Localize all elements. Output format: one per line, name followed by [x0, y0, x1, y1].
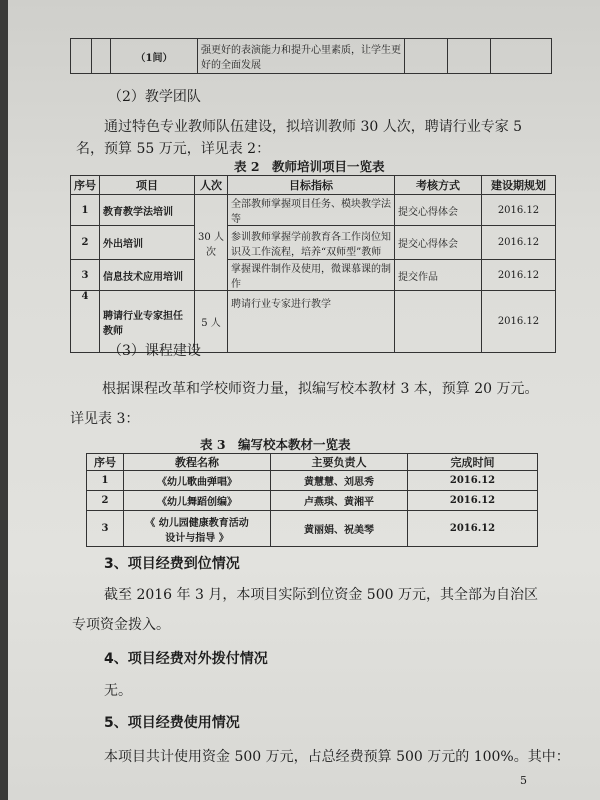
- header-cell: 主要负责人: [271, 454, 408, 471]
- textbook-table: [86, 453, 538, 547]
- teacher-training-table: [70, 175, 556, 353]
- section-3-heading: （3）课程建设: [108, 343, 201, 359]
- header-cell: 序号: [87, 454, 124, 471]
- paragraph-2-line-2: 详见表 3：: [70, 411, 140, 427]
- continued-table: [70, 38, 552, 74]
- table-2-caption: 表 2 教师培训项目一览表: [234, 159, 385, 174]
- header-cell: 目标指标: [228, 176, 395, 195]
- heading-5: 5、项目经费使用情况: [104, 715, 240, 731]
- table-row: 4 聘请行业专家担任教师 5 人 聘请行业专家进行教学 2016.12: [71, 291, 556, 353]
- header-cell: 完成时间: [408, 454, 538, 471]
- paragraph-5: 本项目共计使用资金 500 万元，占总经费预算 500 万元的 100%。其中：: [104, 749, 570, 765]
- continued-table-cell: （1间）: [111, 39, 198, 74]
- paragraph-4: 无。: [104, 683, 132, 699]
- header-cell: 教程名称: [124, 454, 271, 471]
- page-number: 5: [520, 774, 527, 787]
- paragraph-1-line-1: 通过特色专业教师队伍建设，拟培训教师 30 人次，聘请行业专家 5: [104, 119, 523, 135]
- table-header-row: [87, 454, 538, 471]
- table-row: 2 外出培训 参训教师掌握学前教育各工作岗位知识及工作流程，培养“双师型”教师 提交心得体会 2016.12: [71, 226, 556, 260]
- header-cell: 考核方式: [395, 176, 482, 195]
- table-3-caption: 表 3 编写校本教材一览表: [200, 437, 351, 452]
- table-row: 3 《 幼儿园健康教育活动 设计与指导 》 黄丽娟、祝美琴 2016.12: [87, 511, 538, 547]
- continued-table-desc: 强更好的表演能力和提升心里素质，让学生更好的全面发展: [198, 39, 405, 74]
- heading-4: 4、项目经费对外拨付情况: [104, 651, 268, 667]
- people-count-30: 30 人次: [195, 195, 228, 291]
- paragraph-3-line-2: 专项资金拨入。: [72, 617, 170, 633]
- table-row: 1 《幼儿歌曲弹唱》 黄慧慧、刘思秀 2016.12: [87, 471, 538, 491]
- header-cell: 序号: [71, 176, 100, 195]
- header-cell: 建设期规划: [482, 176, 556, 195]
- table-header-row: [71, 176, 556, 195]
- paragraph-2-line-1: 根据课程改革和学校师资力量，拟编写校本教材 3 本，预算 20 万元。: [102, 381, 539, 397]
- section-2-heading: （2）教学团队: [108, 89, 201, 105]
- document-page: [8, 0, 600, 800]
- table-row: 2 《幼儿舞蹈创编》 卢燕琪、黄湘平 2016.12: [87, 491, 538, 511]
- table-row: 3 信息技术应用培训 掌握课件制作及使用，微课慕课的制作 提交作品 2016.12: [71, 260, 556, 291]
- paragraph-1-line-2: 名，预算 55 万元，详见表 2：: [76, 141, 271, 157]
- header-cell: 项目: [100, 176, 195, 195]
- header-cell: 人次: [195, 176, 228, 195]
- paragraph-3-line-1: 截至 2016 年 3 月，本项目实际到位资金 500 万元，其全部为自治区: [104, 587, 538, 603]
- heading-3: 3、项目经费到位情况: [104, 556, 240, 572]
- table-row: 1 教育教学法培训 30 人次 全部教师掌握项目任务、模块教学法等 提交心得体会 2016.12: [71, 195, 556, 226]
